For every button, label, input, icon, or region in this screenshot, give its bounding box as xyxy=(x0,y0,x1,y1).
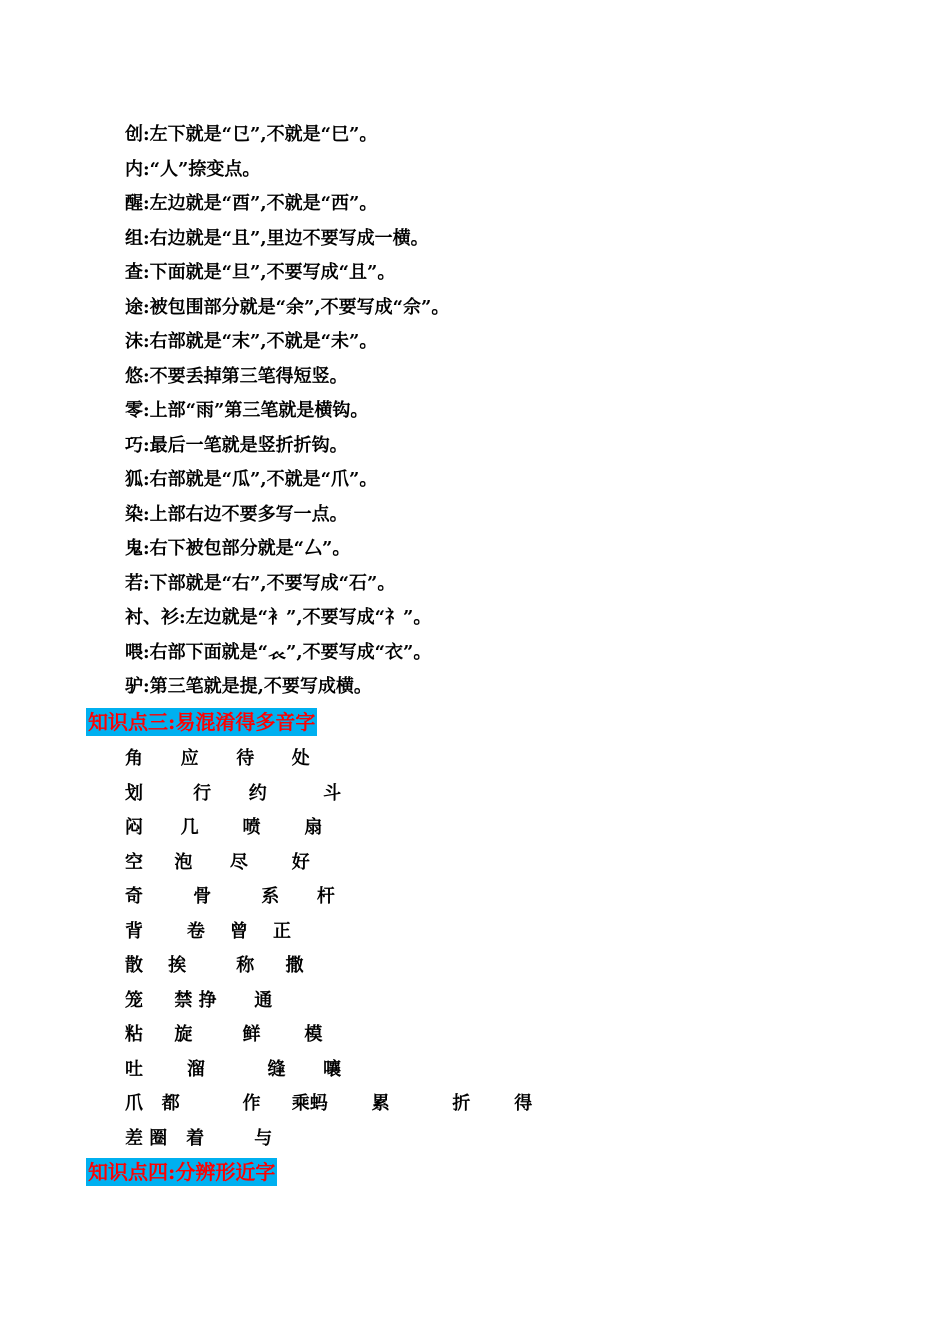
word-row: 角 应 待 处 xyxy=(125,748,310,769)
rule-line: 若:下部就是“右”,不要写成“石”。 xyxy=(125,572,396,594)
polyphonic-words-list xyxy=(125,742,532,1156)
word-row: 奇 骨 系 杆 xyxy=(125,886,335,907)
rule-line: 组:右边就是“且”,里边不要写成一横。 xyxy=(125,227,429,249)
word-row: 背 卷 曾 正 xyxy=(125,920,291,942)
word-row: 闷 几 喷 扇 xyxy=(125,817,323,838)
word-row: 划 行 约 斗 xyxy=(125,782,342,804)
rule-line: 途:被包围部分就是“余”,不要写成“佘”。 xyxy=(125,296,450,318)
rule-line: 喂:右部下面就是“𧘇”,不要写成“衣”。 xyxy=(125,641,432,663)
rule-line: 沫:右部就是“末”,不就是“未”。 xyxy=(125,331,378,352)
rule-line: 衬、衫:左边就是“衤”,不要写成“礻”。 xyxy=(125,607,432,628)
word-row: 空 泡 尽 好 xyxy=(125,851,310,873)
rule-line: 巧:最后一笔就是竖折折钩。 xyxy=(125,434,348,456)
rule-line: 创:左下就是“㔾”,不就是“巳”。 xyxy=(125,124,378,145)
word-row: 吐 溜 缝 嚷 xyxy=(125,1058,342,1080)
rule-line: 狐:右部就是“瓜”,不就是“爪”。 xyxy=(125,469,378,490)
rule-line: 查:下面就是“旦”,不要写成“且”。 xyxy=(125,262,396,283)
rule-line: 染:上部右边不要多写一点。 xyxy=(125,503,348,525)
rule-line: 鬼:右下被包部分就是“厶”。 xyxy=(125,538,351,559)
section-heading-polyphonic: 知识点三:易混淆得多音字 xyxy=(88,710,316,734)
writing-rules-list xyxy=(125,118,449,705)
rule-line: 醒:左边就是“酉”,不就是“西”。 xyxy=(125,193,378,214)
word-row: 粘 旋 鲜 模 xyxy=(125,1024,323,1045)
word-row: 差 圈 着 与 xyxy=(125,1127,273,1149)
rule-line: 悠:不要丢掉第三笔得短竖。 xyxy=(125,365,348,387)
word-row: 爪 都 作 乘蚂 累 折 得 xyxy=(125,1093,533,1114)
rule-line: 内:“人”捺变点。 xyxy=(125,158,261,180)
word-row: 散 挨 称 撒 xyxy=(125,955,304,976)
section-heading-similar-characters: 知识点四:分辨形近字 xyxy=(88,1160,276,1184)
word-row: 笼 禁 挣 通 xyxy=(125,989,273,1011)
rule-line: 驴:第三笔就是提,不要写成横。 xyxy=(125,676,372,697)
rule-line: 零:上部“雨”第三笔就是横钩。 xyxy=(125,400,369,421)
